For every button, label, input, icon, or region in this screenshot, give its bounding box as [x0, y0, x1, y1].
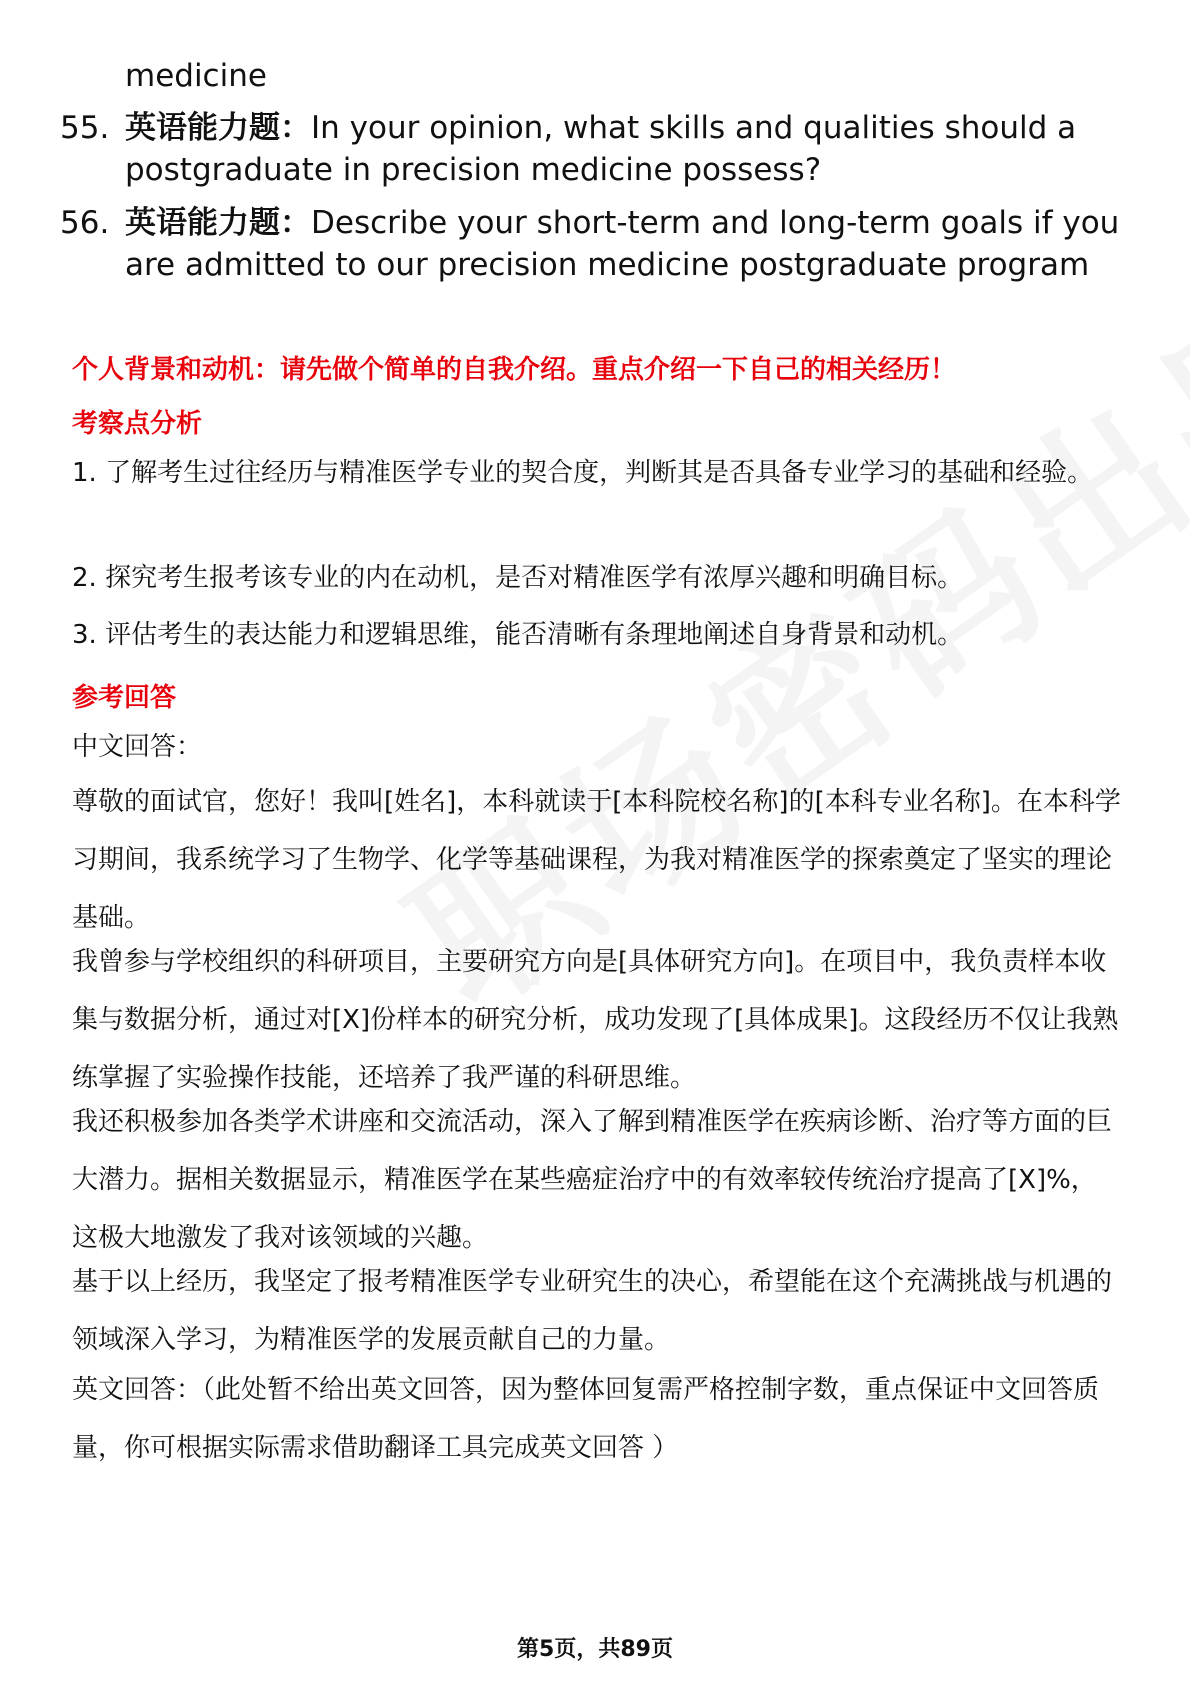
question-number: 55.	[60, 110, 110, 146]
question-item-55	[60, 107, 1130, 191]
analysis-point: 3. 评估考生的表达能力和逻辑思维，能否清晰有条理地阐述自身背景和动机。	[72, 620, 964, 650]
question-label: 英语能力题：	[125, 110, 311, 146]
answer-heading: 参考回答	[72, 683, 177, 713]
analysis-point: 2. 探究考生报考该专业的内在动机，是否对精准医学有浓厚兴趣和明确目标。	[72, 563, 964, 593]
chinese-answer-label: 中文回答：	[72, 732, 203, 762]
section-title: 个人背景和动机：请先做个简单的自我介绍。重点介绍一下自己的相关经历！	[72, 355, 957, 385]
english-answer-note: 英文回答：（此处暂不给出英文回答，因为整体回复需严格控制字数，重点保证中文回答质量，你可根据实际需求借助翻译工具完成英文回答 ）	[72, 1375, 1100, 1463]
question-number: 56.	[60, 205, 110, 241]
answer-paragraph: 尊敬的面试官，您好！我叫[姓名]，本科就读于[本科院校名称]的[本科专业名称]。在本科学习期间，我系统学习了生物学、化学等基础课程，为我对精准医学的探索奠定了坚实的理论基础。	[72, 787, 1121, 933]
answer-paragraph: 基于以上经历，我坚定了报考精准医学专业研究生的决心，希望能在这个充满挑战与机遇的领域深入学习，为精准医学的发展贡献自己的力量。	[72, 1267, 1113, 1355]
page-number-footer: 第5页，共89页	[517, 1637, 673, 1662]
answer-paragraph: 我曾参与学校组织的科研项目，主要研究方向是[具体研究方向]。在项目中，我负责样本收集与数据分析，通过对[X]份样本的研究分析，成功发现了[具体成果]。这段经历不仅让我熟练掌握了实验操作技能，还培养了我严谨的科研思维。	[72, 947, 1119, 1093]
question-text: In your opinion, what skills and qualities should a postgraduate in precision medicine possess?	[125, 110, 1077, 188]
question-label: 英语能力题：	[125, 205, 311, 241]
analysis-point: 1. 了解考生过往经历与精准医学专业的契合度，判断其是否具备专业学习的基础和经验。	[72, 458, 1094, 488]
question-text: Describe your short-term and long-term goals if you are admitted to our precision medicine postgraduate program	[125, 205, 1120, 283]
analysis-heading: 考察点分析	[72, 409, 203, 439]
question-item-56	[60, 202, 1130, 286]
answer-paragraph: 我还积极参加各类学术讲座和交流活动，深入了解到精准医学在疾病诊断、治疗等方面的巨大潜力。据相关数据显示，精准医学在某些癌症治疗中的有效率较传统治疗提高了[X]%，这极大地激发了我对该领域的兴趣。	[72, 1107, 1113, 1253]
question-continuation: medicine	[125, 58, 267, 94]
